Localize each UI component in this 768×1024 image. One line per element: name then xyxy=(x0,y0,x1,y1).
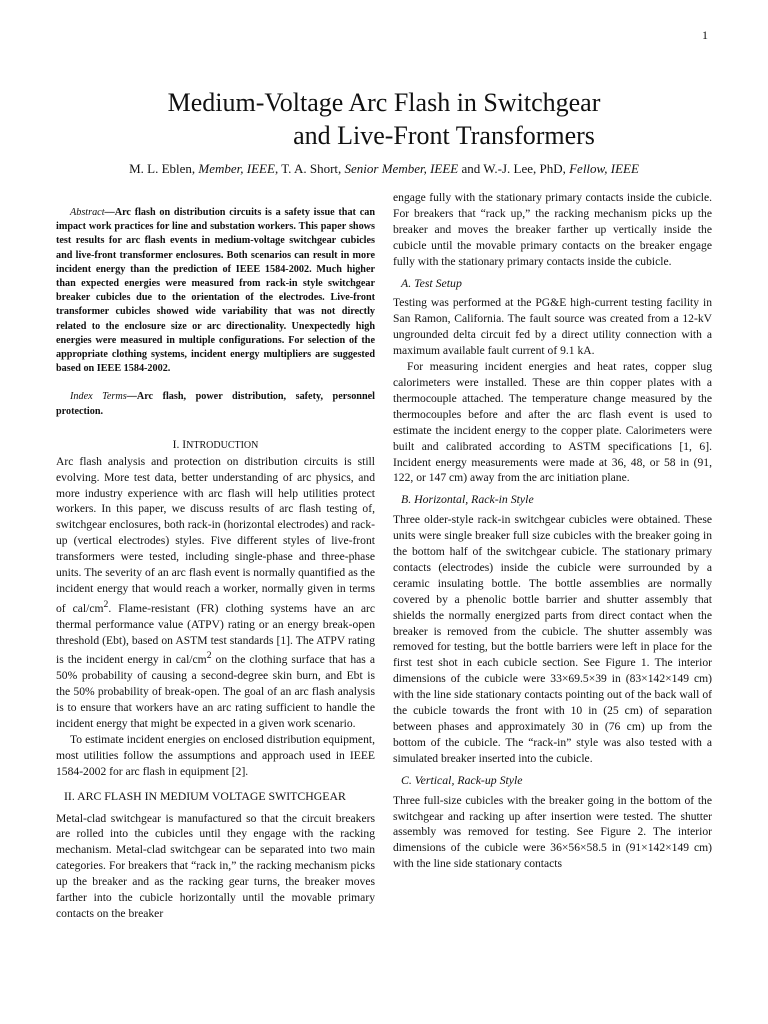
index-terms-text: —Arc flash, power distribution, safety, personnel protection. xyxy=(56,391,375,417)
subsection-heading-rack-in: B. Horizontal, Rack-in Style xyxy=(401,492,534,507)
author-1: M. L. Eblen, xyxy=(129,161,199,176)
abstract-text: —Arc flash on distribution circuits is a safety issue that can impact work practices for line and substation workers. This paper shows test results for arc flash events in medium-voltage switchgear cubicles and live-front transformer enclosures. Both scenarios can result in more incident energy than the prediction of IEEE 1584-2002. Much higher than expected energies were measured from rack-in style switchgear breaker cubicles due to the orientation of the electrodes. Live-front transformer cubicles showed wide variability that was not directly related to the enclosure size or arc directionality. Unexpectedly high energies were measured in multiple configurations. For selection of the appropriate clothing systems, incident energy multipliers are suggested based on IEEE 1584-2002. xyxy=(56,207,375,375)
index-terms-label: Index Terms xyxy=(70,391,127,403)
intro-paragraph-1: Arc flash analysis and protection on distribution circuits is still evolving. More test data, better understanding of arc physics, and more industry experience with arc flash will help utilities protect workers. In this paper, we discuss results of arc flash testing of, switchgear enclosures, both rack-in (horizontal electrodes) and rack-up (vertical electrodes) styles. Five different styles of live-front transformers were tested, including single-phase and three-phase units. The severity of an arc flash event is normally quantified as the incident energy that would reach a worker, normally given in terms of cal/$cm^2$. Flame-resistant (FR) clothing systems have an arc thermal performance value (ATPV) rating or an energy break-open threshold (Ebt), based on ASTM test standards [1]. The ATPV rating is the incident energy in cal/$cm^2$ on the clothing surface that has a 50% probability of causing a second-degree skin burn, and Ebt is the 50% probability of break-open. The goal of an arc flash analysis is to ensure that workers have an arc rating sufficient to handle the incident energy that might be expected in a given work scenario. xyxy=(56,454,375,730)
test-setup-paragraph-2: For measuring incident energies and heat rates, copper slug calorimeters were installed. These are thin copper plates with a thermocouple attached. The temperature change measured by the thermocouples before and after the arc flash event is used to estimate the incident energy to the copper plate. Calorimeters were built and calibrated according to ASTM specifications [1, 6]. Incident energy measurements were made at 36, 48, or 58 in (91, 122, or 147 cm) away from the arc initiation plane. xyxy=(393,360,712,485)
index-terms xyxy=(56,390,375,418)
author-2: , T. A. Short, xyxy=(274,161,345,176)
title-line-2: and Live-Front Transformers xyxy=(293,121,595,150)
author-3-role: Fellow, IEEE xyxy=(569,161,639,176)
subsection-heading-rack-up: C. Vertical, Rack-up Style xyxy=(401,772,523,787)
rack-up-paragraph: Three full-size cubicles with the breaker going in the bottom of the switchgear and racking up after insertion were tested. The shutter assembly was removed for testing. See Figure 2. The interior dimensions of the cubicle were 36×56×58.5 in (91×142×149 cm) with the line side stationary contacts xyxy=(393,793,712,871)
test-setup-paragraph-1: Testing was performed at the PG&E high-current testing facility in San Ramon, California. The fault source was created from a 12-kV ungrounded delta circuit fed by a direct utility connection with a maximum available fault current of 9.1 kA. xyxy=(393,296,712,358)
author-1-role: Member, IEEE xyxy=(198,161,275,176)
section-heading-switchgear: II. ARC FLASH IN MEDIUM VOLTAGE SWITCHGEAR xyxy=(64,788,346,803)
abstract xyxy=(56,206,375,376)
author-2-role: Senior Member, IEEE xyxy=(344,161,459,176)
author-3: and W.-J. Lee, PhD, xyxy=(458,161,570,176)
switchgear-paragraph-1: Metal-clad switchgear is manufactured so that the circuit breakers are rolled into the cubicles until they engage with the racking mechanism. Metal-clad switchgear can be separated into two main categories. For breakers that “rack in,” the racking mechanism picks up the breaker and as the racking gear turns, the breaker moves farther into the cubicle horizontally until the movable primary contacts on the breaker xyxy=(56,811,375,920)
author-line xyxy=(0,161,768,177)
switchgear-paragraph-continued: engage fully with the stationary primary contacts inside the cubicle. For breakers that “rack up,” the racking mechanism picks up the breaker and moves the breaker farther up vertically inside the cubicle until the movable primary contacts on the breaker engage fully with the stationary primary contacts inside the cubicle. xyxy=(393,191,712,268)
section-heading-introduction: I. INTRODUCTION xyxy=(172,437,259,451)
abstract-label: Abstract xyxy=(70,207,105,218)
intro-paragraph-2: To estimate incident energies on enclosed distribution equipment, most utilities follow the assumptions and approach used in IEEE 1584-2002 for arc flash in equipment [2]. xyxy=(56,732,375,778)
paper-title xyxy=(0,86,768,152)
right-column xyxy=(393,190,712,872)
subsection-heading-test-setup: A. Test Setup xyxy=(401,275,462,290)
rack-in-paragraph: Three older-style rack-in switchgear cubicles were obtained. These units were single breaker full size cubicles with the breaker going in the bottom half of the switchgear cubicle. The stationary primary contacts (electrodes) inside the cubicle were surrounded by a ceramic insulating bottle. The bottle assemblies are normally covered by a phenolic bottle barrier and shutter assembly that shields the normally energized parts from direct contact when the breaker is removed from the cubicle. The shutter assembly was removed for testing, but the bottle barriers were left in place for the first test shot in each cubicle section. See Figure 1. The interior dimensions of the cubicle were 33×69.5×39 in (83×142×149 cm) with the line side stationary contacts pointing out of the back wall of the cubicle towards the front with 10 in (25 cm) of separation between phases and approximately 30 in (76 cm) up from the bottom of the cubicle. The “rack-in” style was also tested with a simulated breaker inserted into the cubicle. xyxy=(393,513,712,765)
title-line-1: Medium-Voltage Arc Flash in Switchgear xyxy=(167,88,601,117)
left-column xyxy=(56,190,375,922)
page-number: 1 xyxy=(702,28,708,42)
